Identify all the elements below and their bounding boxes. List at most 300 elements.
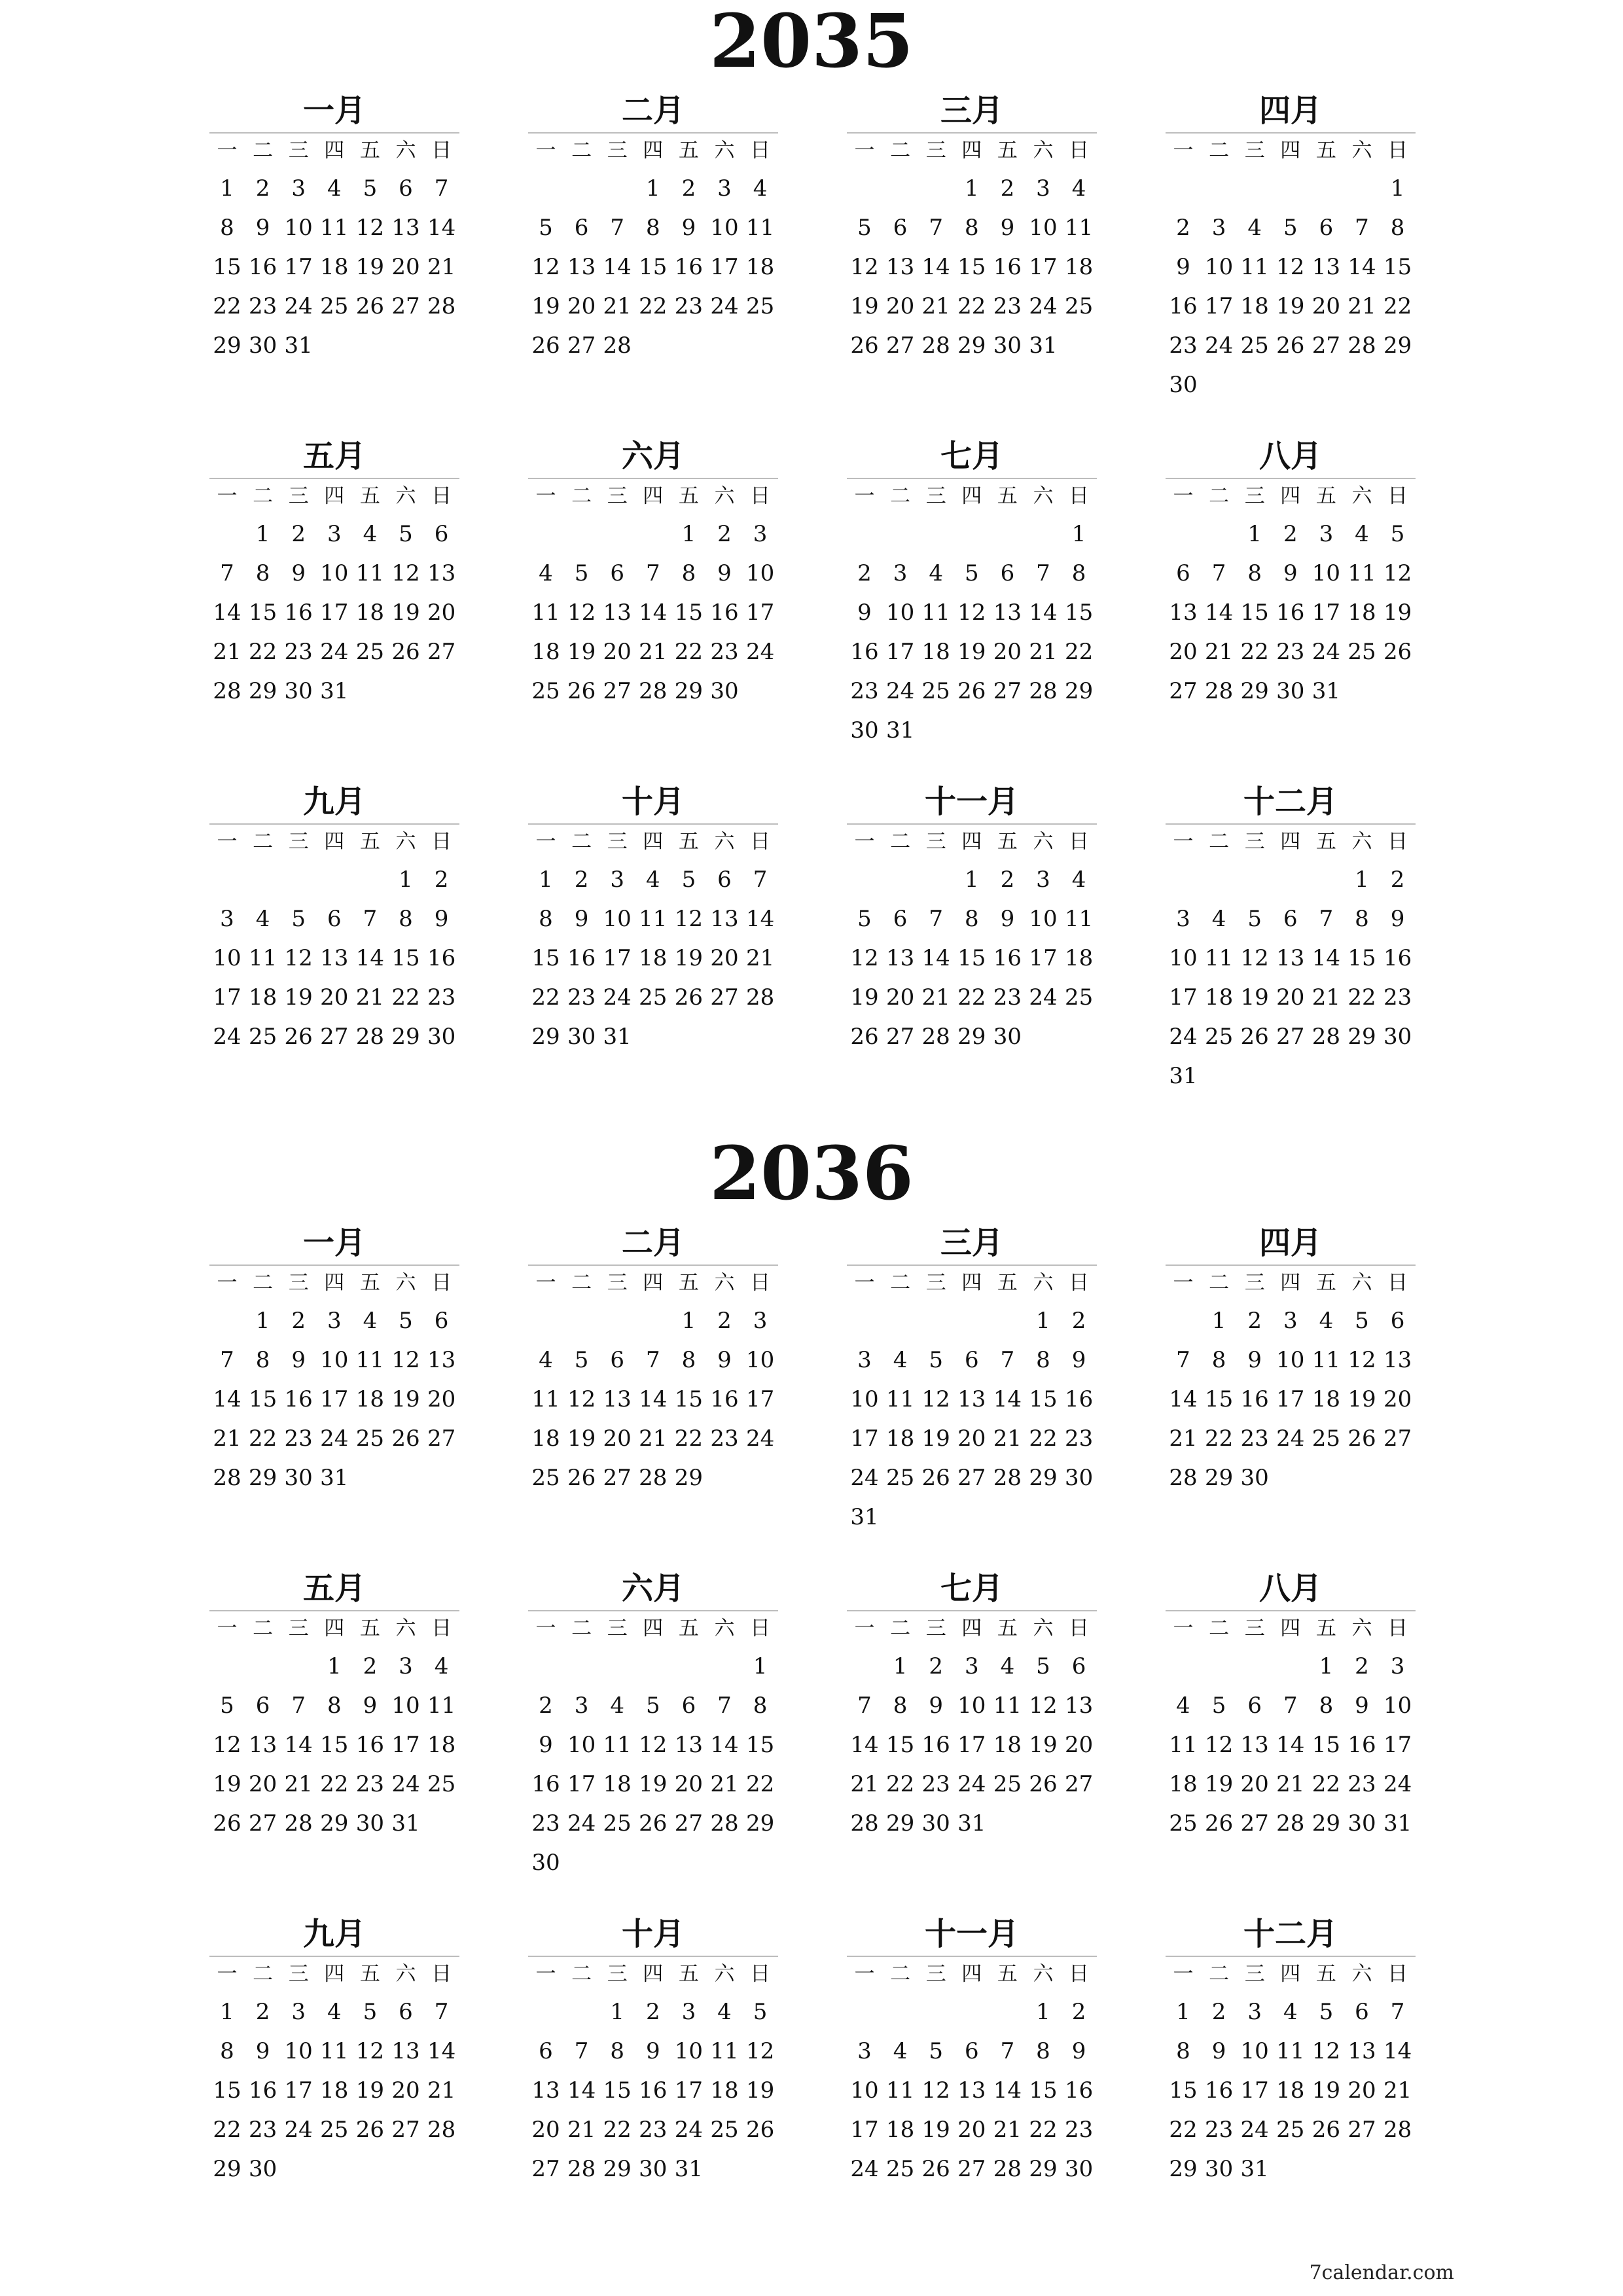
weekday-header: 一 xyxy=(1173,830,1194,853)
day-cell: 21 xyxy=(639,639,668,665)
day-cell: 20 xyxy=(567,293,596,319)
day-cell: 24 xyxy=(284,2117,313,2143)
day-cell: 16 xyxy=(850,639,879,665)
day-cell: 21 xyxy=(1169,1426,1198,1452)
day-cell: 5 xyxy=(1036,1653,1050,1679)
day-cell: 27 xyxy=(1383,1426,1412,1452)
weekday-header: 二 xyxy=(890,139,911,162)
month-name: 九月 xyxy=(302,1916,366,1952)
day-cell: 23 xyxy=(1064,2117,1094,2143)
day-cell: 2 xyxy=(1211,1999,1226,2025)
month-divider xyxy=(1166,823,1416,825)
day-cell: 28 xyxy=(639,1465,668,1491)
weekday-header: 三 xyxy=(288,484,309,508)
weekday-header: 六 xyxy=(395,484,416,508)
day-cell: 14 xyxy=(1169,1386,1198,1412)
day-cell: 28 xyxy=(993,1465,1022,1491)
day-cell: 18 xyxy=(427,1732,456,1758)
weekday-header: 三 xyxy=(1244,1271,1265,1295)
day-cell: 24 xyxy=(710,293,739,319)
day-cell: 5 xyxy=(929,2038,943,2064)
day-cell: 23 xyxy=(1276,639,1305,665)
day-cell: 13 xyxy=(567,254,596,280)
day-cell: 11 xyxy=(885,2077,915,2104)
day-cell: 3 xyxy=(1390,1653,1405,1679)
day-cell: 6 xyxy=(681,1693,696,1719)
day-cell: 11 xyxy=(531,1386,560,1412)
day-cell: 15 xyxy=(213,254,241,280)
month-divider xyxy=(528,1610,778,1611)
day-cell: 12 xyxy=(1204,1732,1234,1758)
weekday-header: 五 xyxy=(997,139,1018,162)
weekday-header: 二 xyxy=(1209,139,1230,162)
day-cell: 20 xyxy=(1347,2077,1376,2104)
month-name: 七月 xyxy=(940,438,1003,475)
weekday-header: 四 xyxy=(643,1271,664,1295)
day-cell: 31 xyxy=(957,1810,986,1837)
day-cell: 30 xyxy=(850,717,879,744)
day-cell: 27 xyxy=(1347,2117,1376,2143)
weekday-header: 一 xyxy=(535,830,556,853)
month-divider xyxy=(209,1610,459,1611)
day-cell: 7 xyxy=(753,867,768,893)
day-cell: 16 xyxy=(921,1732,950,1758)
day-cell: 9 xyxy=(1355,1693,1369,1719)
month-divider xyxy=(528,478,778,479)
day-cell: 19 xyxy=(957,639,986,665)
day-cell: 3 xyxy=(399,1653,413,1679)
day-cell: 9 xyxy=(681,215,696,241)
weekday-header: 四 xyxy=(324,1617,345,1640)
day-cell: 7 xyxy=(1176,1347,1190,1373)
day-cell: 26 xyxy=(1204,1810,1234,1837)
day-cell: 7 xyxy=(1000,1347,1015,1373)
day-cell: 19 xyxy=(284,984,313,1011)
day-cell: 2 xyxy=(363,1653,378,1679)
day-cell: 29 xyxy=(213,332,241,359)
day-cell: 3 xyxy=(327,521,342,547)
day-cell: 1 xyxy=(255,1308,270,1334)
weekday-header: 五 xyxy=(678,139,699,162)
day-cell: 2 xyxy=(1071,1308,1086,1334)
day-cell: 27 xyxy=(674,1810,704,1837)
weekday-header: 日 xyxy=(750,1271,771,1295)
day-cell: 7 xyxy=(1211,560,1226,586)
day-cell: 23 xyxy=(248,293,277,319)
day-cell: 23 xyxy=(710,1426,739,1452)
day-cell: 19 xyxy=(355,254,385,280)
day-cell: 15 xyxy=(248,600,277,626)
day-cell: 21 xyxy=(284,1771,313,1797)
day-cell: 4 xyxy=(610,1693,624,1719)
day-cell: 25 xyxy=(639,984,668,1011)
day-cell: 2 xyxy=(1176,215,1190,241)
day-cell: 23 xyxy=(993,984,1022,1011)
day-cell: 29 xyxy=(391,1024,420,1050)
day-cell: 15 xyxy=(213,2077,241,2104)
day-cell: 12 xyxy=(1276,254,1305,280)
day-cell: 30 xyxy=(248,2156,277,2182)
day-cell: 3 xyxy=(1036,175,1050,202)
weekday-header: 四 xyxy=(324,1271,345,1295)
day-cell: 6 xyxy=(399,1999,413,2025)
weekday-header: 三 xyxy=(1244,139,1265,162)
day-cell: 4 xyxy=(717,1999,732,2025)
day-cell: 15 xyxy=(320,1732,349,1758)
weekday-header: 五 xyxy=(678,830,699,853)
day-cell: 16 xyxy=(710,600,739,626)
day-cell: 20 xyxy=(993,639,1022,665)
day-cell: 18 xyxy=(1169,1771,1198,1797)
day-cell: 19 xyxy=(531,293,560,319)
day-cell: 10 xyxy=(745,1347,775,1373)
month-divider xyxy=(528,132,778,134)
day-cell: 7 xyxy=(291,1693,306,1719)
day-cell: 29 xyxy=(745,1810,775,1837)
day-cell: 9 xyxy=(1176,254,1190,280)
day-cell: 5 xyxy=(753,1999,768,2025)
day-cell: 11 xyxy=(1064,215,1094,241)
day-cell: 4 xyxy=(539,1347,553,1373)
day-cell: 16 xyxy=(639,2077,668,2104)
day-cell: 25 xyxy=(885,2156,915,2182)
month-2036-3 xyxy=(847,1225,1097,1530)
day-cell: 7 xyxy=(857,1693,872,1719)
day-cell: 30 xyxy=(1064,2156,1094,2182)
day-cell: 16 xyxy=(993,254,1022,280)
day-cell: 11 xyxy=(355,1347,385,1373)
day-cell: 23 xyxy=(1204,2117,1234,2143)
day-cell: 11 xyxy=(993,1693,1022,1719)
weekday-header: 二 xyxy=(1209,1962,1230,1986)
weekday-header: 六 xyxy=(1351,830,1372,853)
day-cell: 22 xyxy=(213,293,241,319)
day-cell: 18 xyxy=(1347,600,1376,626)
day-cell: 13 xyxy=(427,1347,456,1373)
day-cell: 18 xyxy=(993,1732,1022,1758)
day-cell: 10 xyxy=(567,1732,596,1758)
weekday-header: 一 xyxy=(854,830,875,853)
day-cell: 20 xyxy=(603,1426,632,1452)
day-cell: 14 xyxy=(567,2077,596,2104)
day-cell: 20 xyxy=(1064,1732,1094,1758)
day-cell: 15 xyxy=(674,600,704,626)
day-cell: 22 xyxy=(391,984,420,1011)
weekday-header: 五 xyxy=(1315,1962,1336,1986)
day-cell: 17 xyxy=(284,254,313,280)
day-cell: 20 xyxy=(1383,1386,1412,1412)
day-cell: 12 xyxy=(639,1732,668,1758)
day-cell: 24 xyxy=(885,678,915,704)
day-cell: 21 xyxy=(1276,1771,1305,1797)
month-2036-5 xyxy=(209,1571,459,1859)
weekday-header: 二 xyxy=(1209,1271,1230,1295)
day-cell: 27 xyxy=(391,293,420,319)
day-cell: 21 xyxy=(567,2117,596,2143)
day-cell: 31 xyxy=(603,1024,632,1050)
day-cell: 30 xyxy=(1383,1024,1412,1050)
day-cell: 8 xyxy=(681,560,696,586)
day-cell: 21 xyxy=(355,984,385,1011)
day-cell: 26 xyxy=(567,1465,596,1491)
day-cell: 12 xyxy=(355,2038,385,2064)
month-name: 七月 xyxy=(940,1570,1003,1607)
weekday-header: 五 xyxy=(1315,484,1336,508)
day-cell: 5 xyxy=(1390,521,1405,547)
day-cell: 7 xyxy=(929,906,943,932)
day-cell: 16 xyxy=(1347,1732,1376,1758)
weekday-header: 日 xyxy=(750,1962,771,1986)
day-cell: 28 xyxy=(993,2156,1022,2182)
day-cell: 26 xyxy=(1240,1024,1269,1050)
day-cell: 16 xyxy=(248,2077,277,2104)
day-cell: 31 xyxy=(1240,2156,1269,2182)
weekday-header: 三 xyxy=(1244,1617,1265,1640)
day-cell: 8 xyxy=(1176,2038,1190,2064)
day-cell: 11 xyxy=(1240,254,1269,280)
day-cell: 5 xyxy=(539,215,553,241)
weekday-header: 六 xyxy=(1351,1962,1372,1986)
day-cell: 11 xyxy=(427,1693,456,1719)
day-cell: 18 xyxy=(885,1426,915,1452)
day-cell: 25 xyxy=(993,1771,1022,1797)
day-cell: 19 xyxy=(850,984,879,1011)
day-cell: 2 xyxy=(645,1999,660,2025)
day-cell: 10 xyxy=(1169,945,1198,971)
month-divider xyxy=(209,823,459,825)
weekday-header: 四 xyxy=(1280,1617,1301,1640)
weekday-header: 六 xyxy=(1033,139,1054,162)
day-cell: 28 xyxy=(284,1810,313,1837)
day-cell: 13 xyxy=(248,1732,277,1758)
day-cell: 8 xyxy=(399,906,413,932)
day-cell: 4 xyxy=(1319,1308,1334,1334)
day-cell: 29 xyxy=(213,2156,241,2182)
day-cell: 24 xyxy=(674,2117,704,2143)
day-cell: 22 xyxy=(957,984,986,1011)
day-cell: 5 xyxy=(857,215,872,241)
day-cell: 30 xyxy=(639,2156,668,2182)
day-cell: 25 xyxy=(603,1810,632,1837)
day-cell: 25 xyxy=(320,2117,349,2143)
weekday-header: 日 xyxy=(1387,1271,1408,1295)
day-cell: 10 xyxy=(1276,1347,1305,1373)
day-cell: 14 xyxy=(639,1386,668,1412)
day-cell: 18 xyxy=(320,2077,349,2104)
day-cell: 9 xyxy=(1247,1347,1262,1373)
day-cell: 11 xyxy=(1064,906,1094,932)
weekday-header: 六 xyxy=(395,1617,416,1640)
day-cell: 12 xyxy=(391,560,420,586)
day-cell: 8 xyxy=(753,1693,768,1719)
day-cell: 8 xyxy=(1355,906,1369,932)
weekday-header: 六 xyxy=(714,1271,735,1295)
day-cell: 29 xyxy=(885,1810,915,1837)
year-title: 2035 xyxy=(709,0,914,84)
month-divider xyxy=(1166,1265,1416,1266)
day-cell: 5 xyxy=(857,906,872,932)
day-cell: 5 xyxy=(1355,1308,1369,1334)
day-cell: 29 xyxy=(1029,2156,1058,2182)
day-cell: 15 xyxy=(674,1386,704,1412)
day-cell: 14 xyxy=(1347,254,1376,280)
day-cell: 27 xyxy=(603,678,632,704)
day-cell: 24 xyxy=(391,1771,420,1797)
day-cell: 15 xyxy=(1311,1732,1341,1758)
day-cell: 19 xyxy=(1029,1732,1058,1758)
weekday-header: 六 xyxy=(1351,484,1372,508)
weekday-header: 三 xyxy=(288,830,309,853)
month-2035-3 xyxy=(847,93,1097,381)
day-cell: 30 xyxy=(1169,372,1198,398)
weekday-header: 一 xyxy=(854,484,875,508)
day-cell: 15 xyxy=(1383,254,1412,280)
day-cell: 10 xyxy=(1311,560,1341,586)
day-cell: 26 xyxy=(1383,639,1412,665)
day-cell: 1 xyxy=(610,1999,624,2025)
day-cell: 17 xyxy=(745,600,775,626)
day-cell: 7 xyxy=(1355,215,1369,241)
day-cell: 23 xyxy=(1383,984,1412,1011)
day-cell: 17 xyxy=(1383,1732,1412,1758)
weekday-header: 一 xyxy=(217,1962,238,1986)
weekday-header: 二 xyxy=(1209,1617,1230,1640)
day-cell: 25 xyxy=(1240,332,1269,359)
day-cell: 19 xyxy=(567,1426,596,1452)
weekday-header: 三 xyxy=(607,1271,628,1295)
day-cell: 20 xyxy=(391,254,420,280)
day-cell: 15 xyxy=(1029,1386,1058,1412)
day-cell: 18 xyxy=(248,984,277,1011)
day-cell: 29 xyxy=(1169,2156,1198,2182)
day-cell: 9 xyxy=(574,906,589,932)
day-cell: 19 xyxy=(850,293,879,319)
day-cell: 24 xyxy=(320,639,349,665)
day-cell: 2 xyxy=(929,1653,943,1679)
day-cell: 25 xyxy=(531,678,560,704)
day-cell: 8 xyxy=(681,1347,696,1373)
day-cell: 17 xyxy=(850,2117,879,2143)
day-cell: 12 xyxy=(1347,1347,1376,1373)
day-cell: 1 xyxy=(1036,1999,1050,2025)
day-cell: 6 xyxy=(434,521,449,547)
day-cell: 19 xyxy=(921,1426,950,1452)
day-cell: 27 xyxy=(1276,1024,1305,1050)
day-cell: 24 xyxy=(284,293,313,319)
day-cell: 16 xyxy=(993,945,1022,971)
weekday-header: 一 xyxy=(854,1962,875,1986)
weekday-header: 五 xyxy=(359,484,380,508)
day-cell: 1 xyxy=(327,1653,342,1679)
day-cell: 28 xyxy=(850,1810,879,1837)
day-cell: 27 xyxy=(603,1465,632,1491)
day-cell: 7 xyxy=(1390,1999,1405,2025)
year-title: 2036 xyxy=(709,1131,914,1217)
month-2035-12 xyxy=(1166,783,1416,1089)
day-cell: 4 xyxy=(434,1653,449,1679)
day-cell: 18 xyxy=(531,639,560,665)
day-cell: 1 xyxy=(681,1308,696,1334)
day-cell: 21 xyxy=(993,2117,1022,2143)
day-cell: 27 xyxy=(710,984,739,1011)
weekday-header: 一 xyxy=(1173,1617,1194,1640)
day-cell: 14 xyxy=(745,906,775,932)
month-2035-10 xyxy=(528,784,778,1072)
day-cell: 9 xyxy=(857,600,872,626)
day-cell: 10 xyxy=(284,2038,313,2064)
day-cell: 29 xyxy=(1029,1465,1058,1491)
weekday-header: 四 xyxy=(643,1617,664,1640)
day-cell: 28 xyxy=(1204,678,1234,704)
month-divider xyxy=(209,1956,459,1957)
day-cell: 30 xyxy=(355,1810,385,1837)
day-cell: 24 xyxy=(567,1810,596,1837)
day-cell: 17 xyxy=(1029,254,1058,280)
day-cell: 24 xyxy=(1204,332,1234,359)
day-cell: 22 xyxy=(1169,2117,1198,2143)
weekday-header: 四 xyxy=(324,1962,345,1986)
day-cell: 2 xyxy=(539,1693,553,1719)
day-cell: 9 xyxy=(434,906,449,932)
day-cell: 20 xyxy=(603,639,632,665)
day-cell: 7 xyxy=(220,560,234,586)
weekday-header: 日 xyxy=(750,139,771,162)
day-cell: 1 xyxy=(1071,521,1086,547)
day-cell: 20 xyxy=(427,600,456,626)
day-cell: 8 xyxy=(1036,2038,1050,2064)
day-cell: 3 xyxy=(857,1347,872,1373)
day-cell: 5 xyxy=(220,1693,234,1719)
day-cell: 28 xyxy=(921,1024,950,1050)
day-cell: 4 xyxy=(893,1347,908,1373)
day-cell: 25 xyxy=(320,293,349,319)
weekday-header: 二 xyxy=(253,830,274,853)
month-2035-1 xyxy=(209,93,459,381)
weekday-header: 二 xyxy=(890,1962,911,1986)
day-cell: 30 xyxy=(567,1024,596,1050)
weekday-header: 一 xyxy=(1173,139,1194,162)
month-divider xyxy=(528,1956,778,1957)
weekday-header: 三 xyxy=(925,830,946,853)
day-cell: 19 xyxy=(355,2077,385,2104)
day-cell: 12 xyxy=(284,945,313,971)
day-cell: 29 xyxy=(603,2156,632,2182)
day-cell: 14 xyxy=(921,254,950,280)
day-cell: 17 xyxy=(213,984,241,1011)
day-cell: 23 xyxy=(1347,1771,1376,1797)
month-name: 十一月 xyxy=(924,1916,1019,1952)
day-cell: 21 xyxy=(1311,984,1341,1011)
day-cell: 5 xyxy=(645,1693,660,1719)
day-cell: 19 xyxy=(391,1386,420,1412)
weekday-header: 三 xyxy=(925,1962,946,1986)
day-cell: 27 xyxy=(993,678,1022,704)
day-cell: 12 xyxy=(531,254,560,280)
day-cell: 20 xyxy=(885,293,915,319)
day-cell: 2 xyxy=(291,521,306,547)
weekday-header: 二 xyxy=(253,484,274,508)
weekday-header: 三 xyxy=(607,484,628,508)
day-cell: 7 xyxy=(434,175,449,202)
weekday-header: 三 xyxy=(288,1962,309,1986)
day-cell: 14 xyxy=(603,254,632,280)
day-cell: 9 xyxy=(1000,906,1015,932)
day-cell: 19 xyxy=(1347,1386,1376,1412)
day-cell: 8 xyxy=(1211,1347,1226,1373)
day-cell: 28 xyxy=(745,984,775,1011)
day-cell: 22 xyxy=(885,1771,915,1797)
weekday-header: 日 xyxy=(1069,1962,1090,1986)
